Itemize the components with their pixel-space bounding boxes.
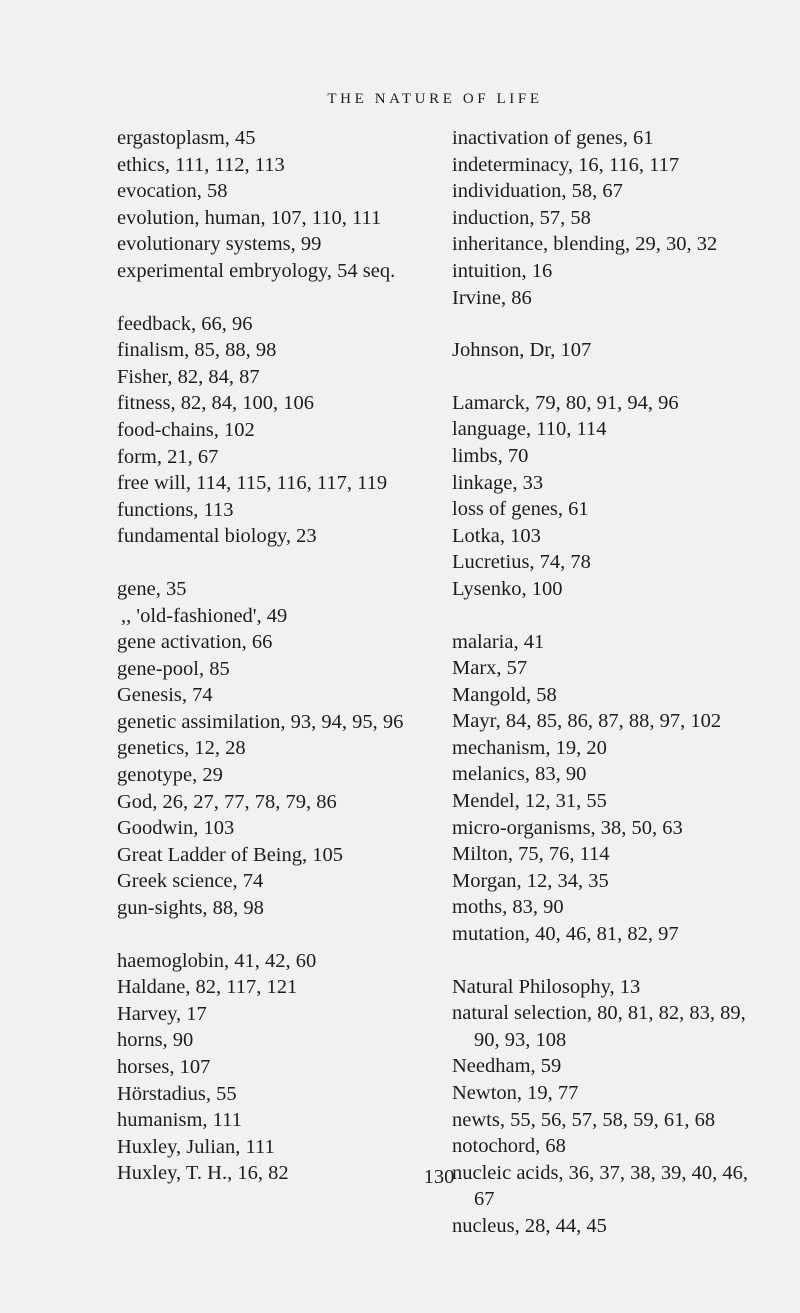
index-entry: Great Ladder of Being, 105 (117, 843, 343, 866)
index-entry: Hörstadius, 55 (117, 1082, 237, 1105)
index-group-m (452, 629, 772, 948)
index-entry: Greek science, 74 (117, 870, 264, 893)
index-entry: mutation, 40, 46, 81, 82, 97 (452, 923, 679, 946)
index-entry: individuation, 58, 67 (452, 180, 623, 203)
index-entry: nucleus, 28, 44, 45 (452, 1214, 607, 1237)
index-entry: Milton, 75, 76, 114 (452, 843, 610, 866)
index-entry: fitness, 82, 84, 100, 106 (117, 392, 315, 415)
index-entry: Lamarck, 79, 80, 91, 94, 96 (452, 391, 679, 414)
index-entry: gene-pool, 85 (117, 657, 230, 680)
index-group-i (452, 125, 772, 311)
index-entry: inactivation of genes, 61 (452, 127, 654, 149)
index-entry: food-chains, 102 (117, 418, 255, 441)
index-entry: language, 110, 114 (452, 418, 607, 441)
index-entry: Genesis, 74 (117, 684, 213, 707)
index-group-f (117, 311, 432, 550)
index-entry: horns, 90 (117, 1029, 194, 1052)
index-entry: Lysenko, 100 (452, 577, 563, 600)
index-entry: Mayr, 84, 85, 86, 87, 88, 97, 102 (452, 710, 722, 733)
index-entry: Mangold, 58 (452, 683, 557, 706)
index-entry: form, 21, 67 (117, 445, 219, 468)
index-group-j (452, 337, 772, 364)
index-entry: newts, 55, 56, 57, 58, 59, 61, 68 (452, 1108, 716, 1131)
index-entry: free will, 114, 115, 116, 117, 119 (117, 472, 388, 495)
index-entry: humanism, 111 (117, 1109, 242, 1132)
index-entry: Goodwin, 103 (117, 817, 235, 840)
index-entry: finalism, 85, 88, 98 (117, 339, 277, 362)
index-entry: induction, 57, 58 (452, 206, 591, 229)
index-entry: loss of genes, 61 (452, 498, 589, 521)
index-entry: notochord, 68 (452, 1135, 566, 1158)
index-entry: inheritance, blending, 29, 30, 32 (452, 233, 718, 256)
index-entry: genetics, 12, 28 (117, 737, 246, 760)
index-entry: moths, 83, 90 (452, 896, 564, 919)
index-entry: melanics, 83, 90 (452, 763, 587, 786)
index-entry: experimental embryology, 54 seq. (117, 259, 396, 282)
index-entry: Huxley, T. H., 16, 82 (117, 1162, 289, 1185)
index-entry: indeterminacy, 16, 116, 117 (452, 153, 680, 176)
index-group-h (117, 948, 432, 1187)
index-entry: Lotka, 103 (452, 524, 541, 547)
index-entry: Marx, 57 (452, 657, 528, 680)
index-entry: fundamental biology, 23 (117, 525, 317, 548)
index-entry: genetic assimilation, 93, 94, 95, 96 (117, 710, 404, 733)
index-entry: Haldane, 82, 117, 121 (117, 976, 298, 999)
index-group-l (452, 390, 772, 603)
index-entry: Harvey, 17 (117, 1002, 207, 1025)
index-entry: Huxley, Julian, 111 (117, 1135, 275, 1158)
index-entry: Fisher, 82, 84, 87 (117, 365, 260, 388)
index-group-g (117, 576, 432, 922)
index-entry: linkage, 33 (452, 471, 544, 494)
index-entry: genotype, 29 (117, 764, 223, 787)
index-entry: functions, 113 (117, 498, 234, 521)
index-entry: mechanism, 19, 20 (452, 736, 607, 759)
index-column-right (452, 125, 772, 1240)
index-entry: gene, 35 (117, 577, 187, 600)
index-entry: natural selection, 80, 81, 82, 83, 89, 90, 93, 108 (452, 1002, 746, 1051)
index-entry: Needham, 59 (452, 1055, 562, 1078)
index-entry: micro-organisms, 38, 50, 63 (452, 816, 683, 839)
index-entry: Newton, 19, 77 (452, 1082, 579, 1104)
index-entry: ethics, 111, 112, 113 (117, 153, 285, 176)
index-entry: intuition, 16 (452, 259, 553, 282)
index-entry: evolutionary systems, 99 (117, 233, 322, 256)
index-group-e (117, 125, 432, 285)
running-header: THE NATURE OF LIFE (327, 91, 543, 107)
index-entry: Irvine, 86 (452, 286, 532, 309)
index-entry: God, 26, 27, 77, 78, 79, 86 (117, 790, 337, 813)
index-entry: evocation, 58 (117, 180, 228, 203)
index-entry: feedback, 66, 96 (117, 312, 253, 335)
index-entry: nucleic acids, 36, 37, 38, 39, 40, 46, 67 (452, 1161, 749, 1211)
index-entry: malaria, 41 (452, 630, 545, 653)
index-entry: haemoglobin, 41, 42, 60 (117, 949, 317, 972)
index-group-n (452, 974, 772, 1240)
index-entry: horses, 107 (117, 1056, 211, 1078)
index-entry: limbs, 70 (452, 444, 529, 467)
index-column-left (117, 125, 432, 1187)
index-entry: Morgan, 12, 34, 35 (452, 869, 609, 892)
index-entry: gene activation, 66 (117, 631, 273, 654)
index-entry: evolution, human, 107, 110, 111 (117, 206, 382, 229)
index-entry: Natural Philosophy, 13 (452, 975, 641, 998)
index-entry: Mendel, 12, 31, 55 (452, 790, 607, 813)
index-entry: gun-sights, 88, 98 (117, 897, 264, 920)
index-subentry: ,, 'old-fashioned', 49 (121, 604, 288, 627)
page-number: 130 (423, 1166, 455, 1188)
index-entry: Johnson, Dr, 107 (452, 339, 592, 362)
index-entry: ergastoplasm, 45 (117, 127, 256, 149)
index-entry: Lucretius, 74, 78 (452, 551, 591, 574)
